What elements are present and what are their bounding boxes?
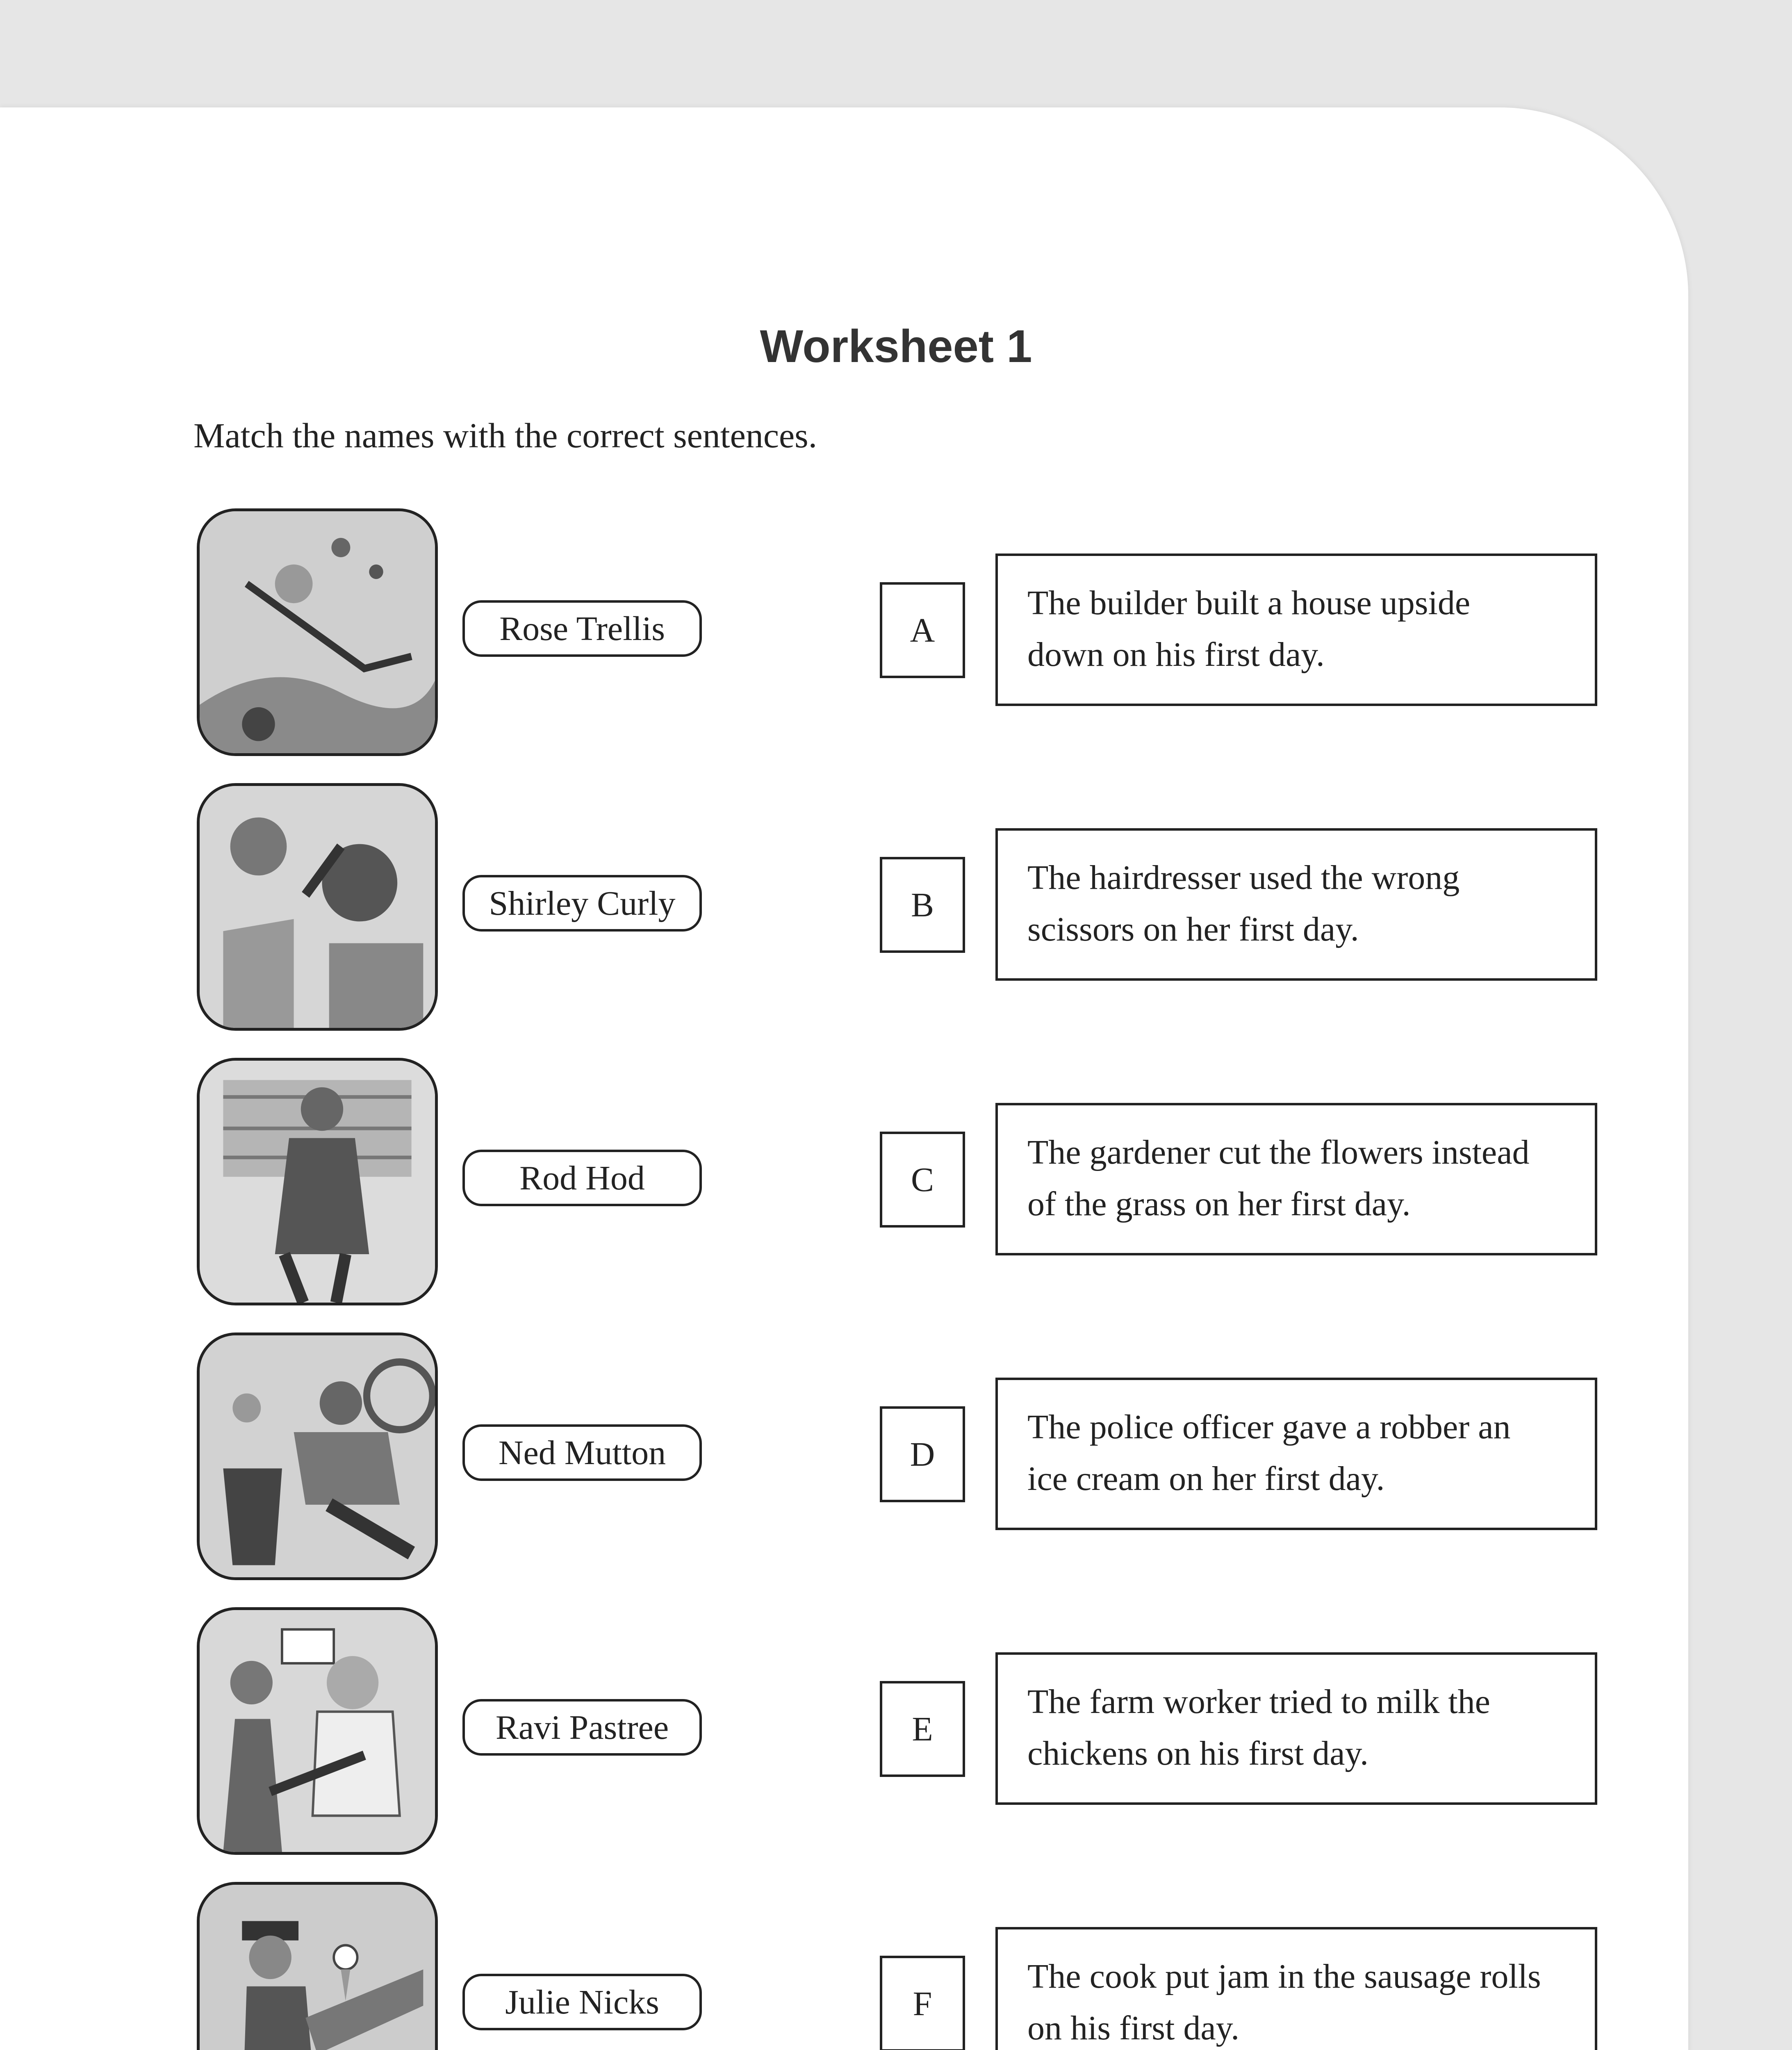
police-officer-illustration <box>197 1882 438 2050</box>
sentence-line: The police officer gave a robber an <box>1027 1408 1511 1446</box>
match-row <box>0 1332 1792 1578</box>
sentence-line: The cook put jam in the sausage rolls <box>1027 1957 1541 1995</box>
sentence-box <box>995 828 1597 981</box>
answer-letter-box: D <box>880 1406 965 1502</box>
sentence-box <box>995 1652 1597 1805</box>
answer-letter-box: A <box>880 582 965 678</box>
name-label: Rod Hod <box>462 1150 702 1206</box>
sentence-line: of the grass on her first day. <box>1027 1185 1411 1223</box>
answer-letter-box: B <box>880 857 965 953</box>
name-label: Ned Mutton <box>462 1424 702 1481</box>
hairdresser-illustration <box>197 783 438 1031</box>
match-row <box>0 783 1792 1029</box>
builder-illustration <box>197 1058 438 1305</box>
farm-worker-illustration <box>197 1332 438 1580</box>
sentence-box <box>995 554 1597 706</box>
sentence-box <box>995 1927 1597 2050</box>
name-label: Julie Nicks <box>462 1974 702 2030</box>
cook-illustration <box>197 1607 438 1855</box>
instruction-text: Match the names with the correct sentences. <box>194 416 817 455</box>
match-row <box>0 1607 1792 1853</box>
sentence-line: The gardener cut the flowers instead <box>1027 1133 1530 1171</box>
sentence-line: ice cream on her first day. <box>1027 1460 1385 1498</box>
match-row <box>0 1058 1792 1304</box>
sentence-line: The builder built a house upside <box>1027 584 1471 622</box>
match-row <box>0 1882 1792 2050</box>
sentence-box <box>995 1103 1597 1255</box>
name-label: Ravi Pastree <box>462 1699 702 1756</box>
name-label: Rose Trellis <box>462 600 702 657</box>
sentence-line: chickens on his first day. <box>1027 1734 1369 1772</box>
sentence-box <box>995 1378 1597 1530</box>
match-row <box>0 508 1792 754</box>
worksheet-title: Worksheet 1 <box>760 321 1032 372</box>
sentence-line: on his first day. <box>1027 2009 1240 2047</box>
sentence-line: The farm worker tried to milk the <box>1027 1683 1490 1721</box>
answer-letter-box: E <box>880 1681 965 1777</box>
gardener-illustration <box>197 508 438 756</box>
name-label: Shirley Curly <box>462 875 702 932</box>
answer-letter-box: F <box>880 1956 965 2050</box>
sentence-line: down on his first day. <box>1027 636 1325 674</box>
sentence-line: scissors on her first day. <box>1027 910 1359 948</box>
answer-letter-box: C <box>880 1132 965 1228</box>
sentence-line: The hairdresser used the wrong <box>1027 859 1460 897</box>
